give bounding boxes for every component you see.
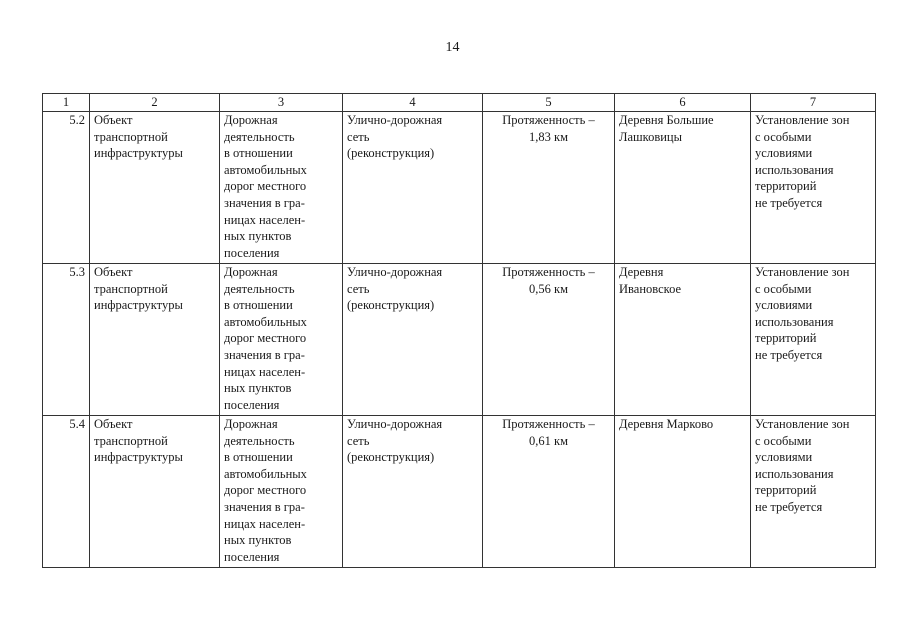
objects-table <box>42 93 876 568</box>
header-col-3: 3 <box>220 94 343 112</box>
length-cell: Протяженность – 0,56 км <box>483 264 615 416</box>
page-number: 14 <box>445 40 460 55</box>
location-cell: Деревня Большие Лашковицы <box>615 112 751 264</box>
zones-cell: Установление зон с особыми условиями использования территорий не требуется <box>751 264 876 416</box>
activity-cell: Дорожная деятельность в отношении автомобильных дорог местного значения в гра- ницах населен- ных пунктов поселения <box>220 416 343 568</box>
activity-cell: Дорожная деятельность в отношении автомобильных дорог местного значения в гра- ницах населен- ных пунктов поселения <box>220 112 343 264</box>
location-cell: Деревня Марково <box>615 416 751 568</box>
object-cell: Объект транспортной инфраструктуры <box>90 264 220 416</box>
header-row <box>43 94 876 112</box>
header-col-7: 7 <box>751 94 876 112</box>
header-col-1: 1 <box>43 94 90 112</box>
row-number: 5.2 <box>43 112 90 264</box>
row-number: 5.3 <box>43 264 90 416</box>
network-cell: Улично-дорожная сеть (реконструкция) <box>343 264 483 416</box>
location-cell: Деревня Ивановское <box>615 264 751 416</box>
object-cell: Объект транспортной инфраструктуры <box>90 416 220 568</box>
length-cell: Протяженность – 0,61 км <box>483 416 615 568</box>
header-col-5: 5 <box>483 94 615 112</box>
activity-cell: Дорожная деятельность в отношении автомобильных дорог местного значения в гра- ницах населен- ных пунктов поселения <box>220 264 343 416</box>
header-col-4: 4 <box>343 94 483 112</box>
header-col-6: 6 <box>615 94 751 112</box>
zones-cell: Установление зон с особыми условиями использования территорий не требуется <box>751 416 876 568</box>
network-cell: Улично-дорожная сеть (реконструкция) <box>343 416 483 568</box>
table-row <box>43 112 876 264</box>
zones-cell: Установление зон с особыми условиями использования территорий не требуется <box>751 112 876 264</box>
row-number: 5.4 <box>43 416 90 568</box>
table-row <box>43 416 876 568</box>
object-cell: Объект транспортной инфраструктуры <box>90 112 220 264</box>
header-col-2: 2 <box>90 94 220 112</box>
length-cell: Протяженность – 1,83 км <box>483 112 615 264</box>
table-row <box>43 264 876 416</box>
network-cell: Улично-дорожная сеть (реконструкция) <box>343 112 483 264</box>
